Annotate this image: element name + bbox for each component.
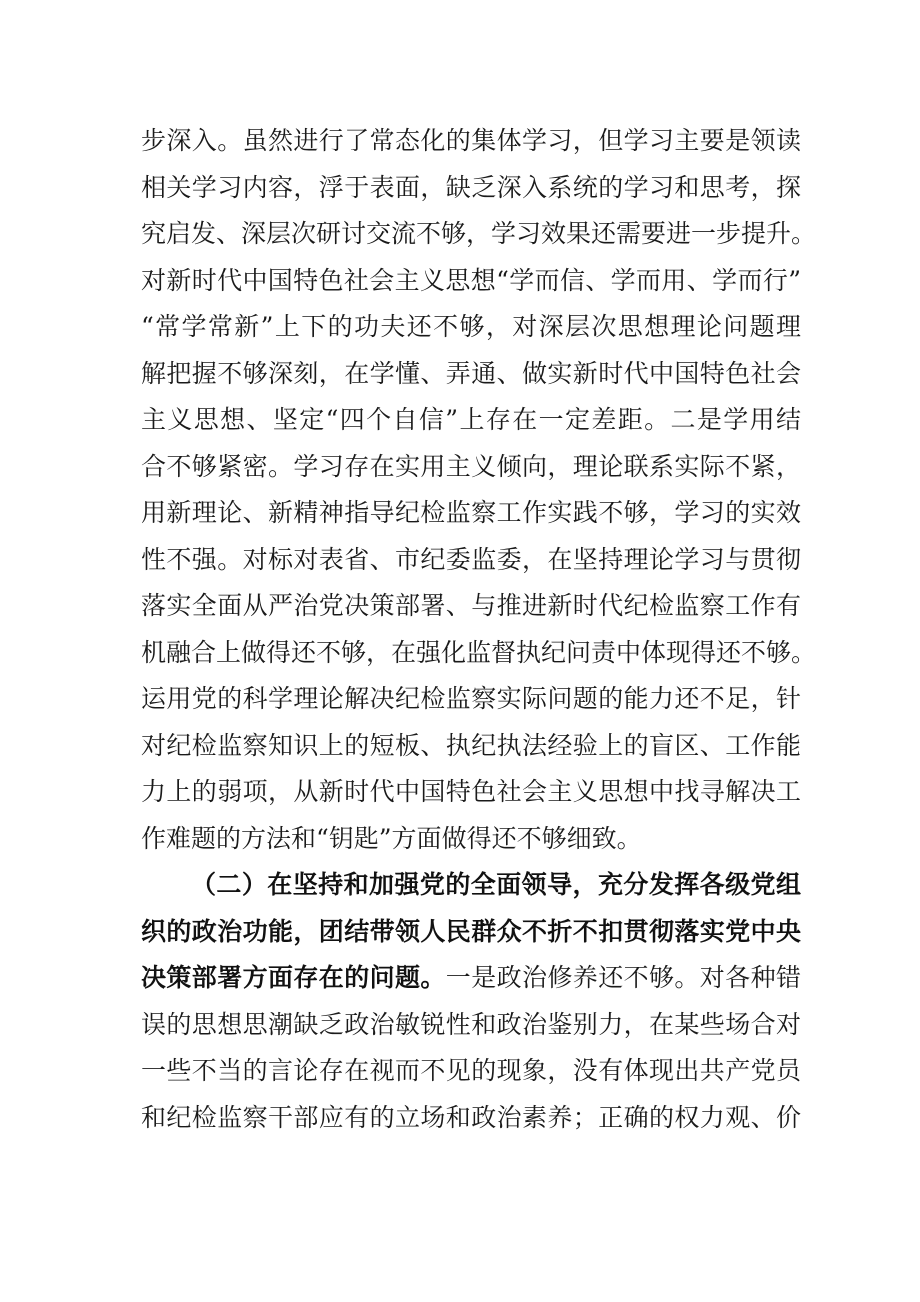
- text-line: 力上的弱项，从新时代中国特色社会主义思想中找寻解决工: [141, 777, 801, 806]
- text-line: 用新理论、新精神指导纪检监察工作实践不够，学习的实效: [141, 498, 801, 527]
- text-line: 主义思想、坚定“四个自信”上存在一定差距。二是学用结: [141, 405, 801, 434]
- section-heading-end: 决策部署方面存在的问题。: [141, 963, 446, 992]
- body-text-start: 一是政治修养还不够。对各种错: [445, 963, 801, 992]
- text-line: 相关学习内容，浮于表面，缺乏深入系统的学习和思考，探: [141, 172, 801, 202]
- text-line: 机融合上做得还不够，在强化监督执纪问责中体现得还不够。: [141, 637, 817, 667]
- paragraph-end-line: 作难题的方法和“钥匙”方面做得还不够细致。: [141, 823, 642, 853]
- text-line: 对纪检监察知识上的短板、执纪执法经验上的盲区、工作能: [141, 730, 801, 760]
- text-line: 对新时代中国特色社会主义思想“学而信、学而用、学而行”: [141, 265, 801, 295]
- text-line: 解把握不够深刻，在学懂、弄通、做实新时代中国特色社会: [141, 358, 801, 388]
- text-line: 究启发、深层次研讨交流不够，学习效果还需要进一步提升。: [141, 219, 817, 248]
- text-line: 一些不当的言论存在视而不见的现象，没有体现出共产党员: [141, 1056, 801, 1085]
- section-heading-line: 织的政治功能，团结带领人民群众不折不扣贯彻落实党中央: [141, 916, 801, 946]
- text-line: 合不够紧密。学习存在实用主义倾向，理论联系实际不紧，: [141, 451, 801, 481]
- text-line: 步深入。虽然进行了常态化的集体学习，但学习主要是领读: [141, 126, 801, 155]
- text-line: 性不强。对标对表省、市纪委监委，在坚持理论学习与贯彻: [141, 544, 801, 574]
- text-line: 和纪检监察干部应有的立场和政治素养；正确的权力观、价: [141, 1102, 801, 1132]
- mixed-heading-line: [141, 955, 801, 1002]
- text-line: 落实全面从严治党决策部署、与推进新时代纪检监察工作有: [141, 591, 801, 620]
- body-text: [141, 118, 817, 1141]
- text-line: 误的思想思潮缺乏政治敏锐性和政治鉴别力，在某些场合对: [141, 1009, 801, 1039]
- section-heading-line: （二）在坚持和加强党的全面领导，充分发挥各级党组: [191, 870, 801, 899]
- text-line: “常学常新”上下的功夫还不够，对深层次思想理论问题理: [141, 312, 801, 341]
- text-line: 运用党的科学理论解决纪检监察实际问题的能力还不足，针: [141, 684, 801, 713]
